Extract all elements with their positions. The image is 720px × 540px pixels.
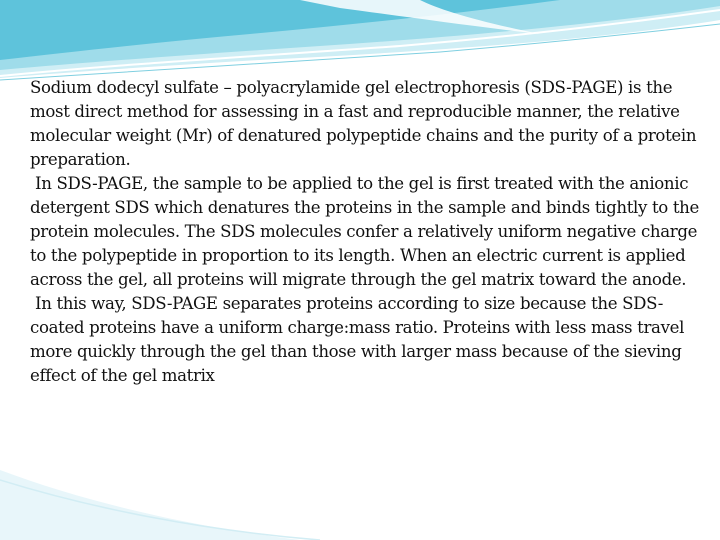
paragraph-size-separation: In this way, SDS-PAGE separates proteins according to size because the SDS-coated proteins have a uniform charge:mass ratio. Proteins with less mass travel more quickly through the gel than those with larger mass because of the sieving effect of the gel matrix (30, 294, 685, 385)
paragraph-sds-treatment: In SDS-PAGE, the sample to be applied to the gel is first treated with the anionic detergent SDS which denatures the proteins in the sample and binds tightly to the protein molecules. The SDS molecules confer a relatively uniform negative charge to the polypeptide in proportion to its length. When an electric current is applied across the gel, all proteins will migrate through the gel matrix toward the anode. (30, 174, 699, 289)
bottom-wave (0, 470, 300, 540)
paragraph-sds-page-intro: Sodium dodecyl sulfate – polyacrylamide gel electrophoresis (SDS-PAGE) is the most direct method for assessing in a fast and reproducible manner, the relative molecular weight (Mr) of denatured polypeptide chains and the purity of a protein preparation. (30, 78, 697, 169)
body-text (30, 76, 714, 388)
